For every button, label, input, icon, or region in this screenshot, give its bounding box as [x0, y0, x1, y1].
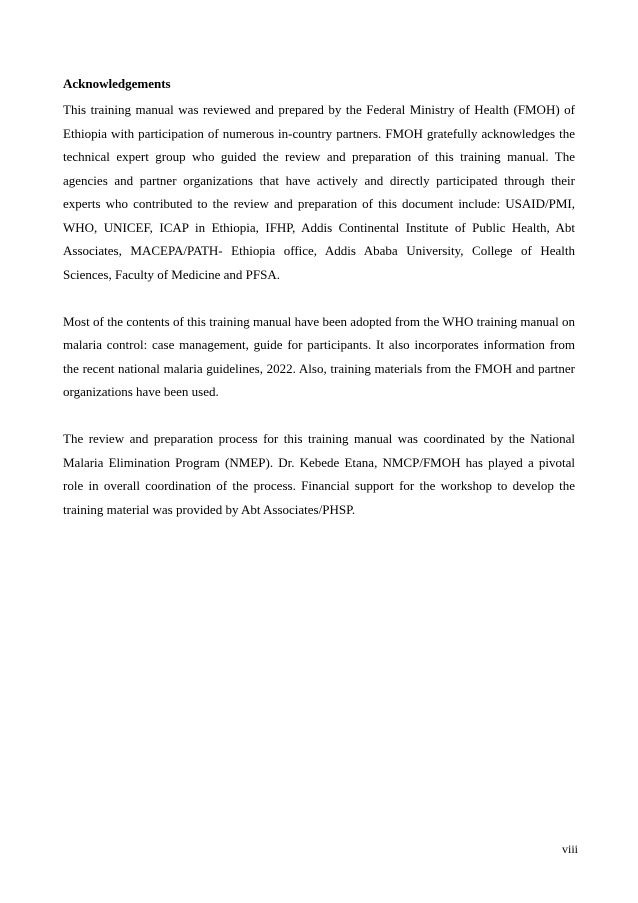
section-heading: Acknowledgements [63, 76, 171, 91]
page-number: viii [561, 842, 578, 856]
paragraph-content-sources: Most of the contents of this training manual have been adopted from the WHO training manual on malaria control: case management, guide for participants. It also incorporates information from the recent national malaria guidelines, 2022. Also, training materials from the FMOH and partner organizations have been used. [63, 313, 575, 399]
paragraph-acknowledgement-partners: This training manual was reviewed and prepared by the Federal Ministry of Health (FMOH) of Ethiopia with participation of numerous in-country partners. FMOH gratefully acknowledges the technical expert group who guided the review and preparation of this training manual. The agencies and partner organizations that have actively and directly participated through their experts who contributed to the review and preparation of this document include: USAID/PMI, WHO, UNICEF, ICAP in Ethiopia, IFHP, Addis Continental Institute of Public Health, Abt Associates, MACEPA/PATH- Ethiopia office, Addis Ababa University, College of Health Sciences, Faculty of Medicine and PFSA. [63, 102, 575, 282]
document-page [63, 76, 575, 545]
paragraph-coordination: The review and preparation process for this training manual was coordinated by the National Malaria Elimination Program (NMEP). Dr. Kebede Etana, NMCP/FMOH has played a pivotal role in overall coordination of the process. Financial support for the workshop to develop the training material was provided by Abt Associates/PHSP. [63, 431, 575, 517]
